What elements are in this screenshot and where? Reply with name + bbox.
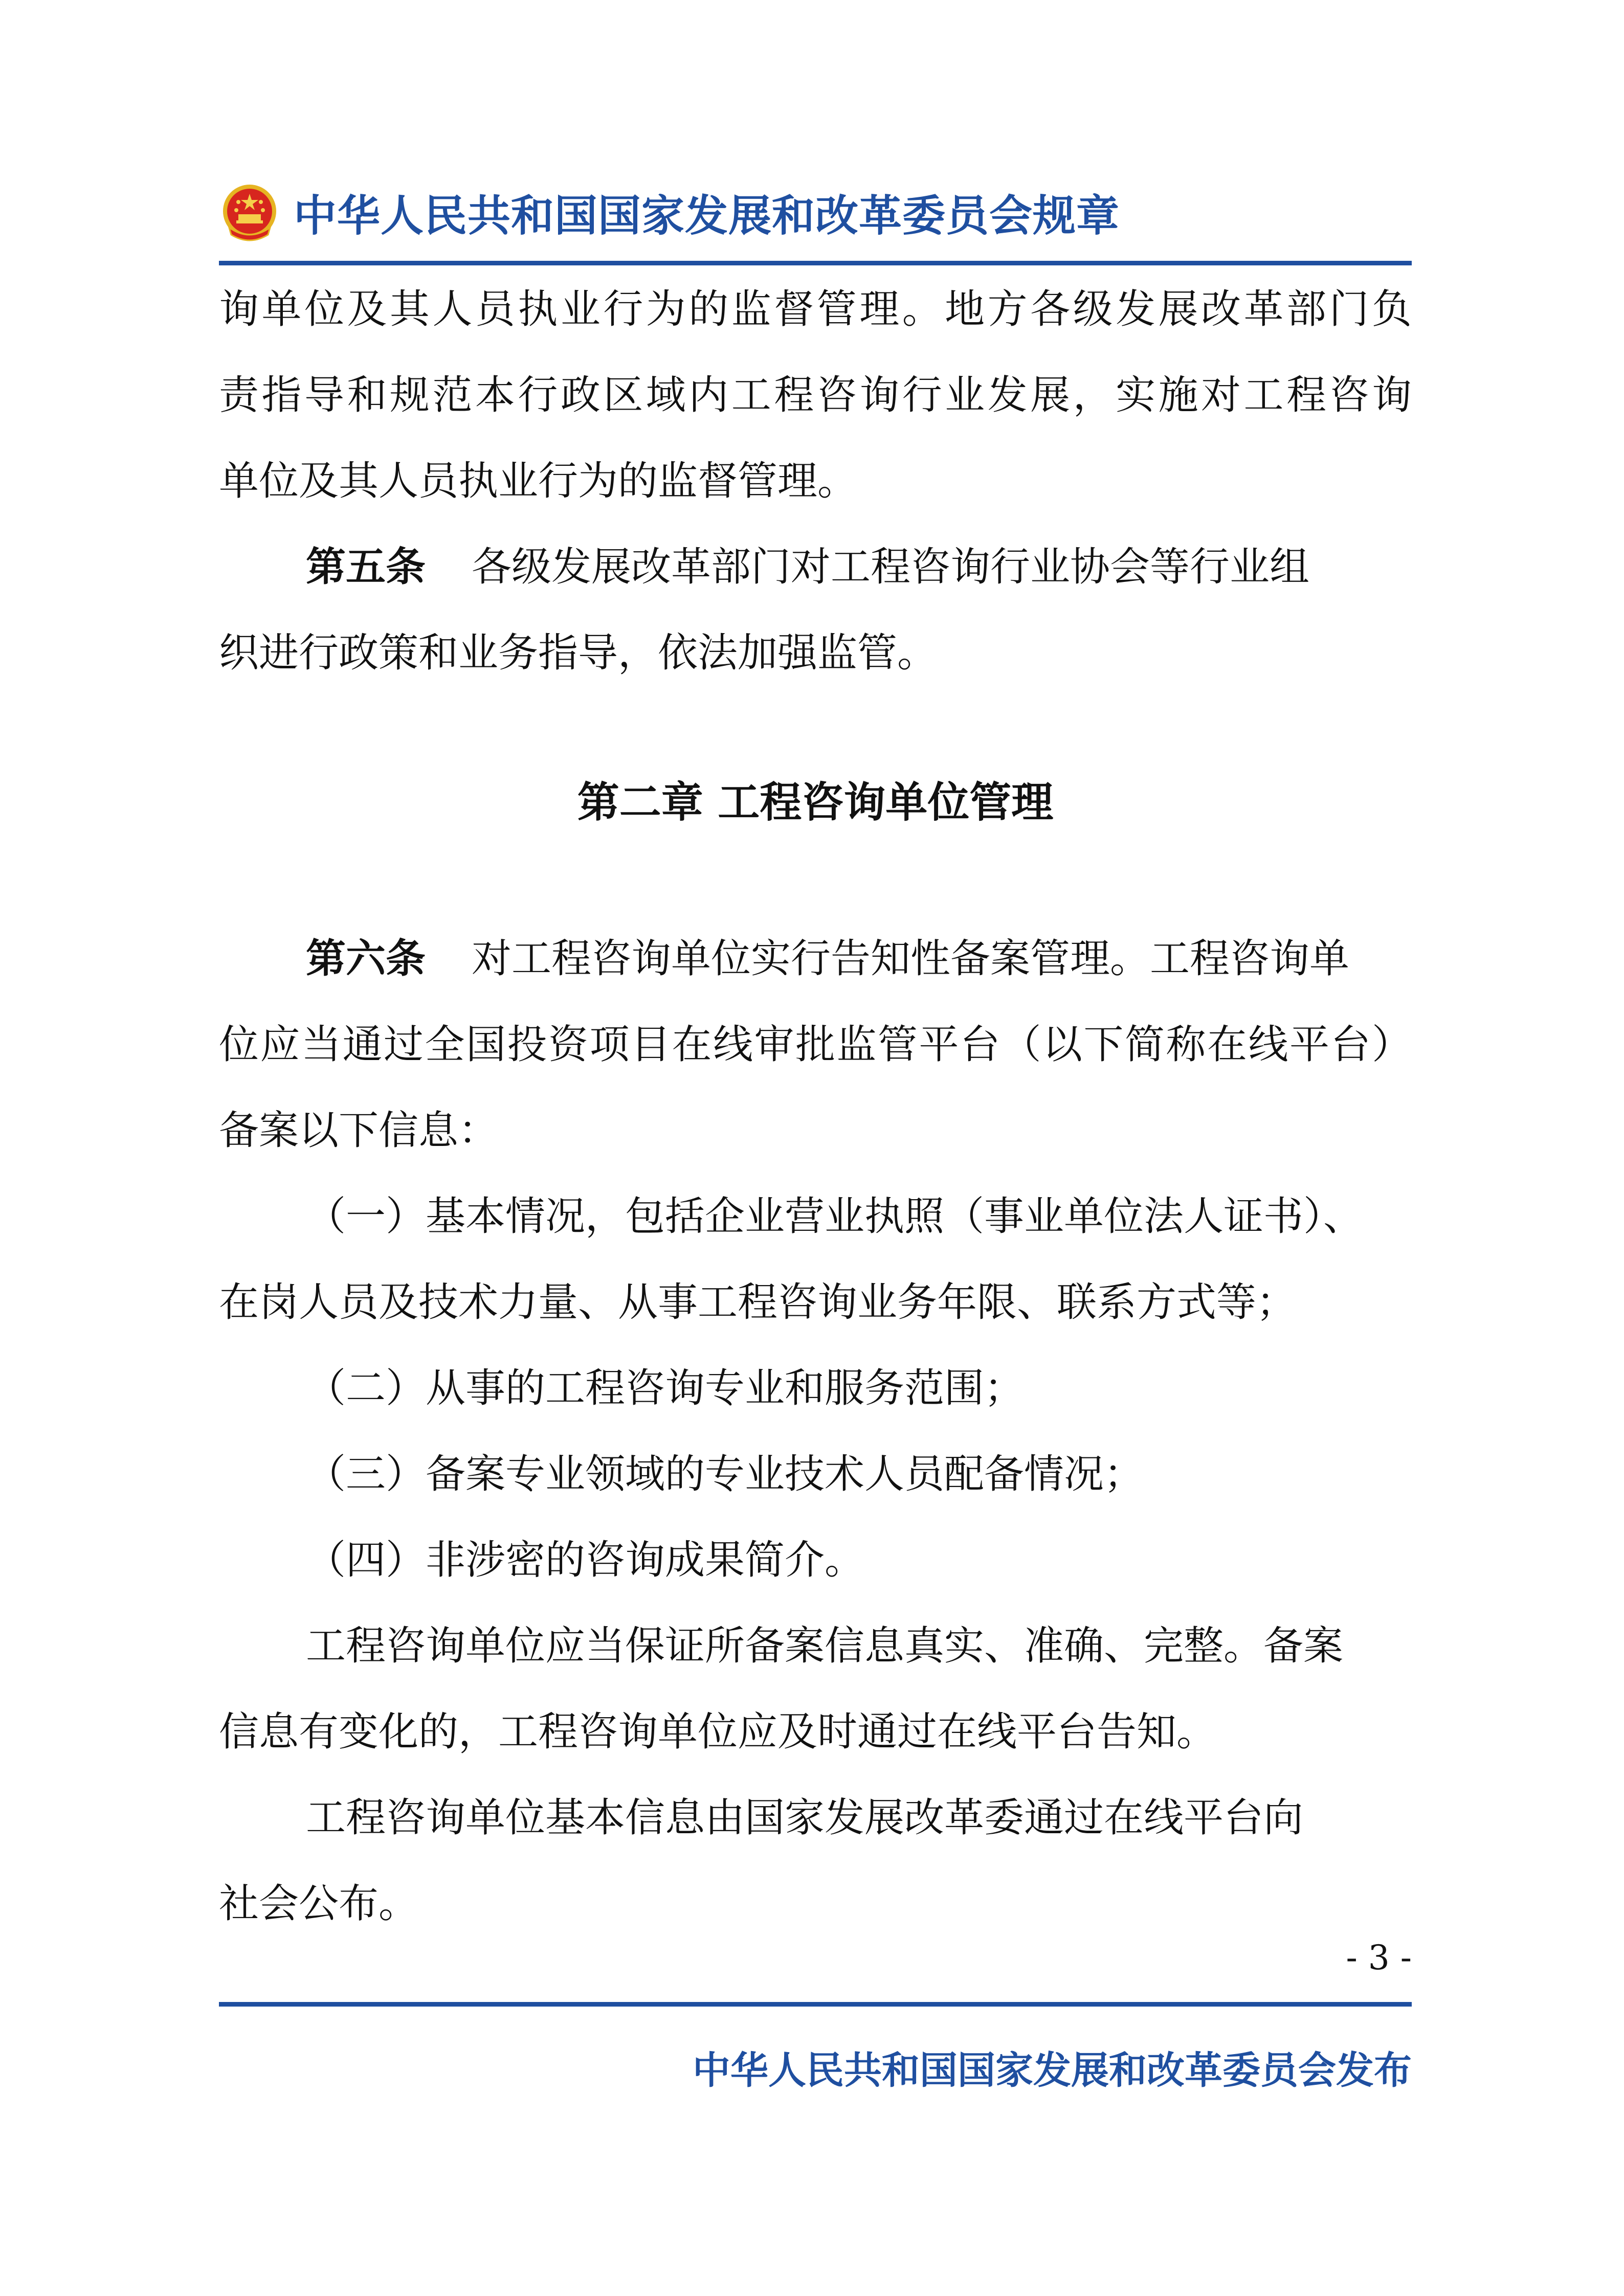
article-6-label: 第六条	[306, 936, 426, 982]
article-6-first-line	[306, 933, 1349, 984]
list-item: （二）从事的工程咨询专业和服务范围；	[306, 1365, 1025, 1411]
article-5-first-line	[306, 542, 1309, 593]
body-line: 询单位及其人员执业行为的监督管理。地方各级发展改革部门负	[219, 286, 1412, 332]
list-item: 在岗人员及技术力量、从事工程咨询业务年限、联系方式等；	[219, 1279, 1297, 1325]
chapter-title: 第二章 工程咨询单位管理	[577, 778, 1054, 827]
body-line: 工程咨询单位应当保证所备案信息真实、准确、完整。备案	[306, 1623, 1344, 1669]
footer-publisher: 中华人民共和国国家发展和改革委员会发布	[693, 2049, 1412, 2092]
body-line: 单位及其人员执业行为的监督管理。	[219, 458, 858, 504]
article-5-text: 各级发展改革部门对工程咨询行业协会等行业组	[472, 544, 1310, 590]
list-item: （一）基本情况，包括企业营业执照（事业单位法人证书）、	[306, 1194, 1364, 1240]
list-item: （三）备案专业领域的专业技术人员配备情况；	[306, 1451, 1144, 1497]
national-emblem-icon	[219, 182, 280, 243]
footer-divider	[219, 2002, 1412, 2007]
list-item: （四）非涉密的咨询成果简介。	[306, 1537, 865, 1583]
body-line: 织进行政策和业务指导，依法加强监管。	[219, 630, 938, 676]
body-line: 信息有变化的，工程咨询单位应及时通过在线平台告知。	[219, 1709, 1217, 1755]
body-line: 位应当通过全国投资项目在线审批监管平台（以下简称在线平台）	[219, 1022, 1412, 1068]
page-number: - 3 -	[1346, 1938, 1412, 1977]
body-line: 责指导和规范本行政区域内工程咨询行业发展，实施对工程咨询	[219, 372, 1412, 418]
header-divider	[219, 261, 1412, 265]
header-title: 中华人民共和国国家发展和改革委员会规章	[294, 190, 1120, 241]
article-6-text: 对工程咨询单位实行告知性备案管理。工程咨询单	[472, 936, 1350, 982]
header	[219, 174, 1120, 251]
body-line: 社会公布。	[219, 1881, 419, 1927]
body-line: 工程咨询单位基本信息由国家发展改革委通过在线平台向	[306, 1795, 1304, 1841]
body-line: 备案以下信息：	[219, 1108, 499, 1154]
article-5-label: 第五条	[306, 544, 426, 590]
